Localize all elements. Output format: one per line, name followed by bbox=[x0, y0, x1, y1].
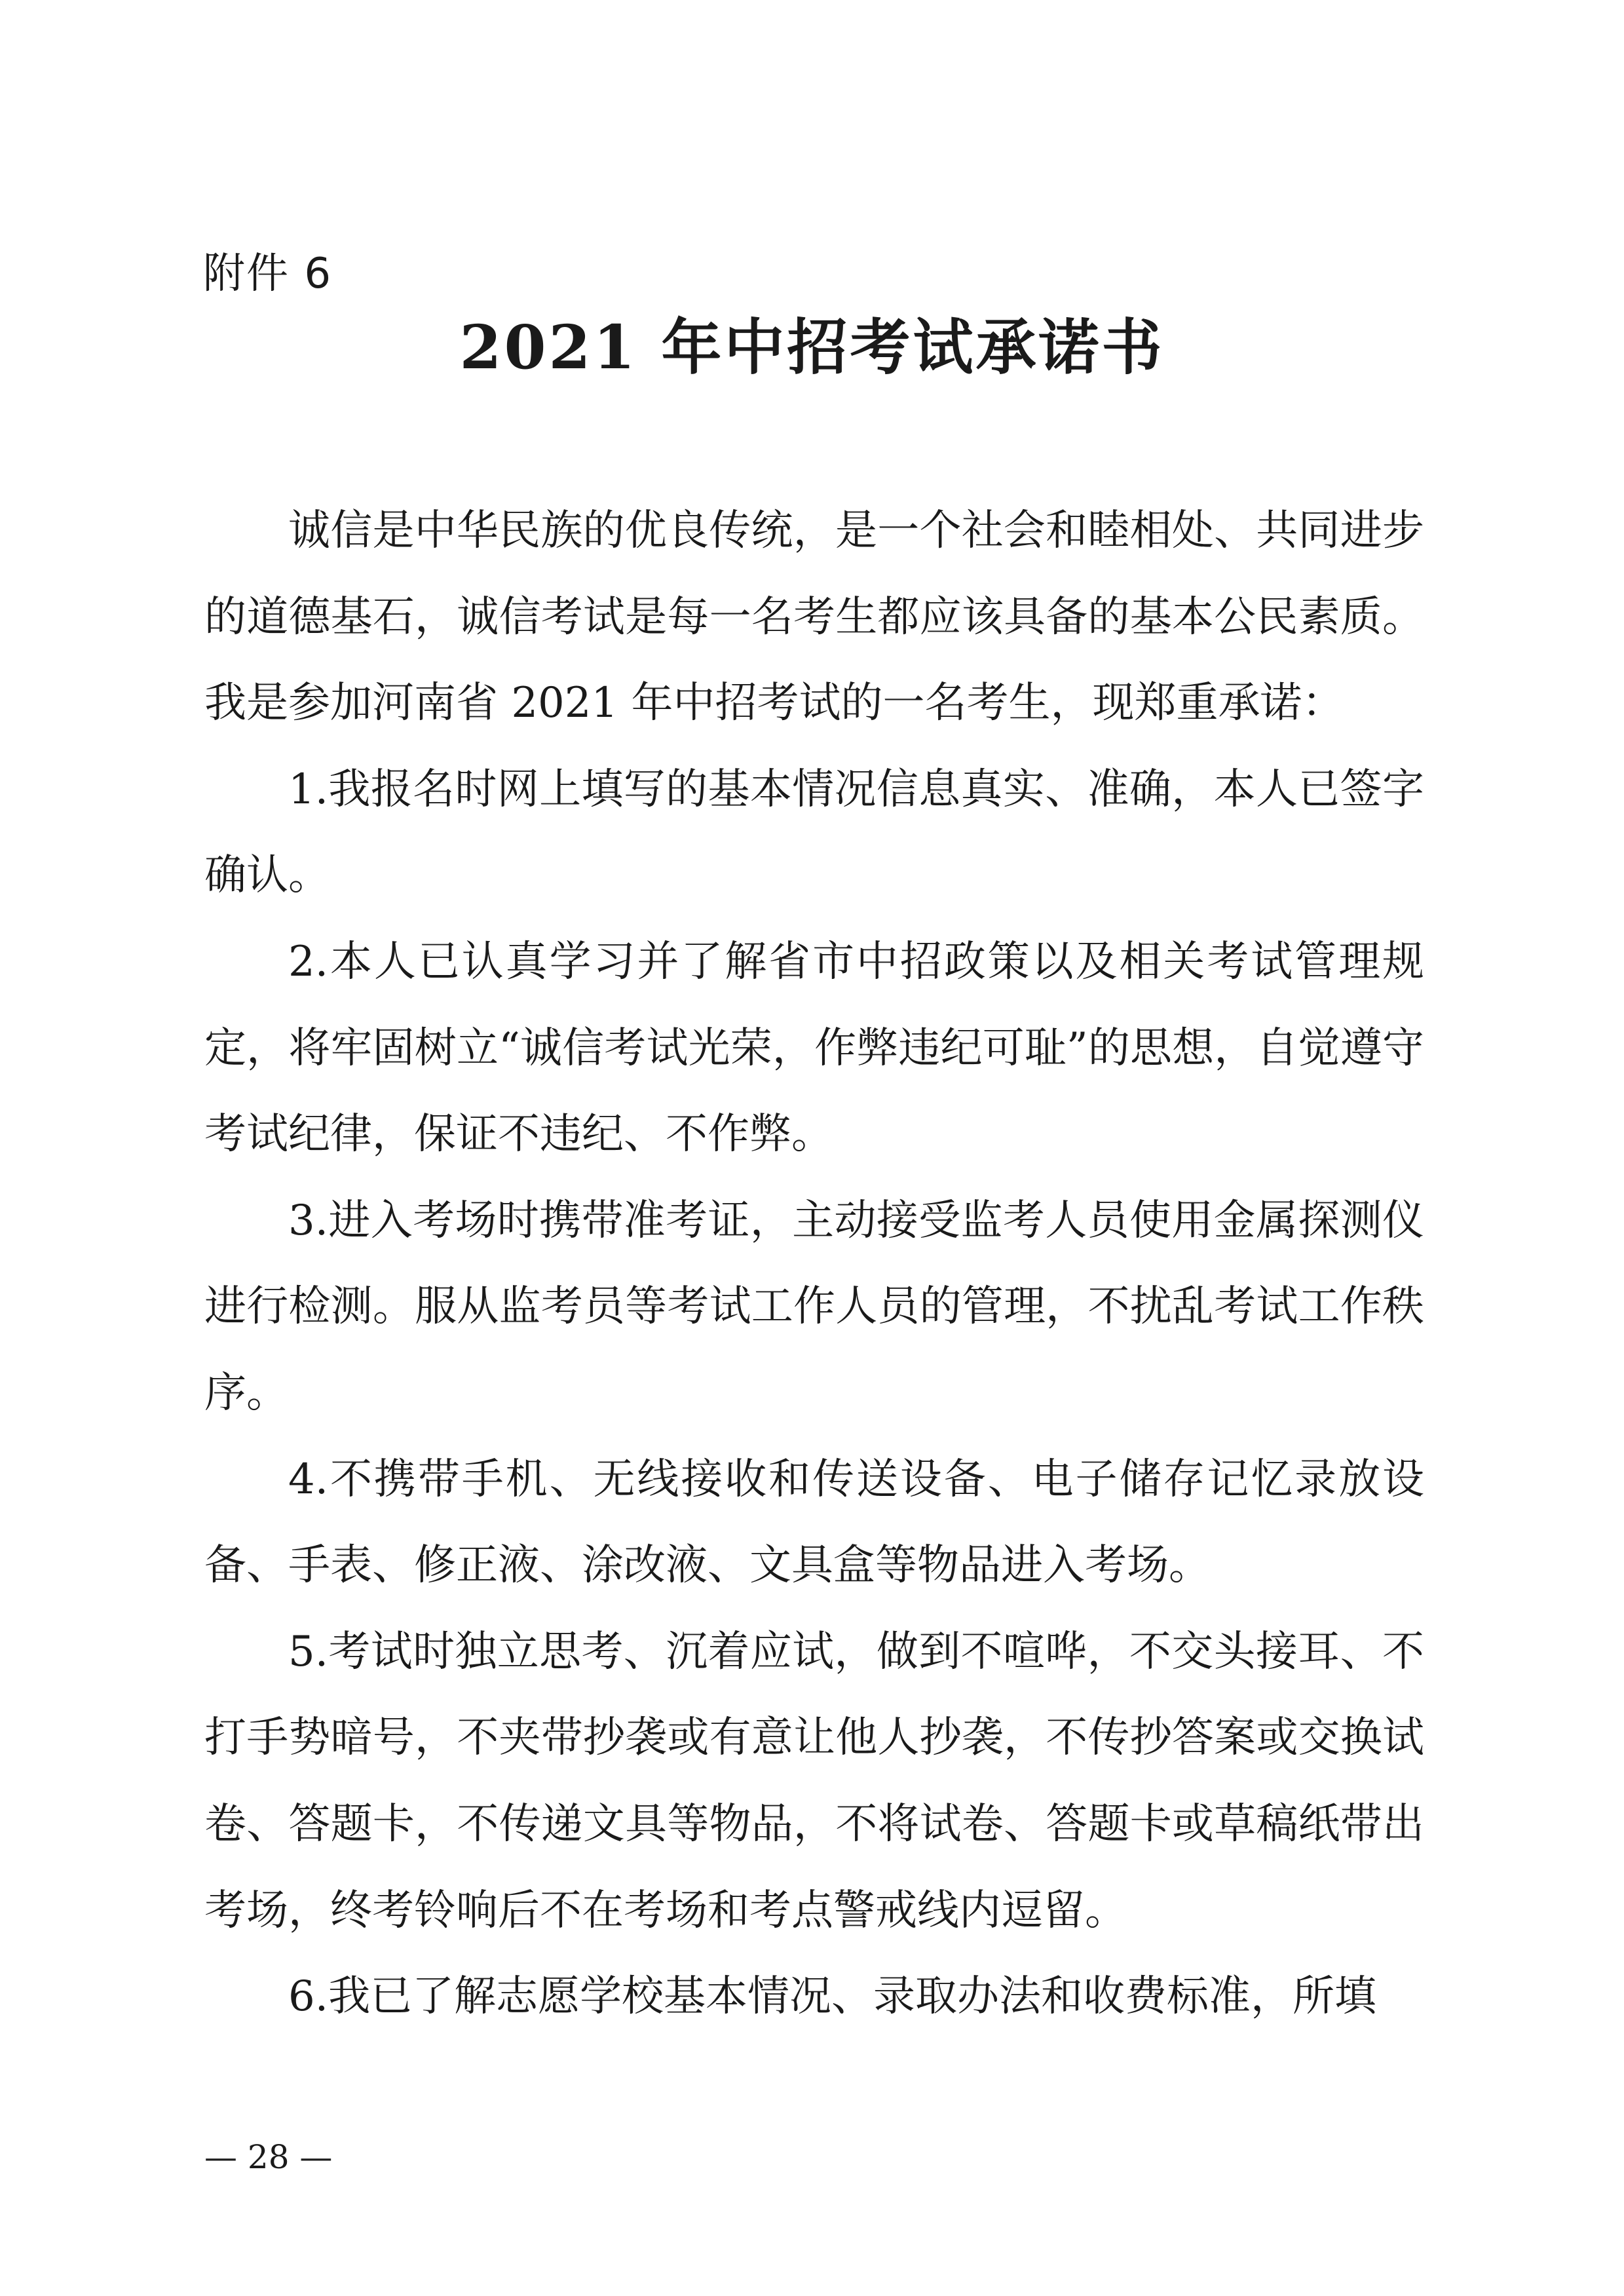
attachment-label: 附件 6 bbox=[203, 250, 333, 298]
document-body bbox=[204, 488, 1424, 2040]
paragraph-item-2: 2.本人已认真学习并了解省市中招政策以及相关考试管理规定，将牢固树立“诚信考试光荣，作弊违纪可耻”的思想，自觉遵守考试纪律，保证不违纪、不作弊。 bbox=[204, 937, 1424, 1159]
paragraph-intro: 诚信是中华民族的优良传统，是一个社会和睦相处、共同进步的道德基石，诚信考试是每一名考生都应该具备的基本公民素质。我是参加河南省 2021 年中招考试的一名考生，现郑重承诺： bbox=[204, 507, 1424, 728]
paragraph-item-4: 4.不携带手机、无线接收和传送设备、电子储存记忆录放设备、手表、修正液、涂改液、文具盒等物品进入考场。 bbox=[204, 1455, 1424, 1590]
page-number: — 28 — bbox=[204, 2138, 333, 2176]
document-title: 2021 年中招考试承诺书 bbox=[459, 312, 1165, 383]
paragraph-item-1: 1.我报名时网上填写的基本情况信息真实、准确，本人已签字确认。 bbox=[204, 765, 1424, 900]
paragraph-item-3: 3.进入考场时携带准考证，主动接受监考人员使用金属探测仪进行检测。服从监考员等考试工作人员的管理，不扰乱考试工作秩序。 bbox=[204, 1196, 1424, 1417]
paragraph-item-5: 5.考试时独立思考、沉着应试，做到不喧哗，不交头接耳、不打手势暗号，不夹带抄袭或有意让他人抄袭，不传抄答案或交换试卷、答题卡，不传递文具等物品，不将试卷、答题卡或草稿纸带出考场，终考铃响后不在考场和考点警戒线内逗留。 bbox=[204, 1627, 1424, 1935]
paragraph-item-6: 6.我已了解志愿学校基本情况、录取办法和收费标准，所填 bbox=[288, 1972, 1377, 2021]
